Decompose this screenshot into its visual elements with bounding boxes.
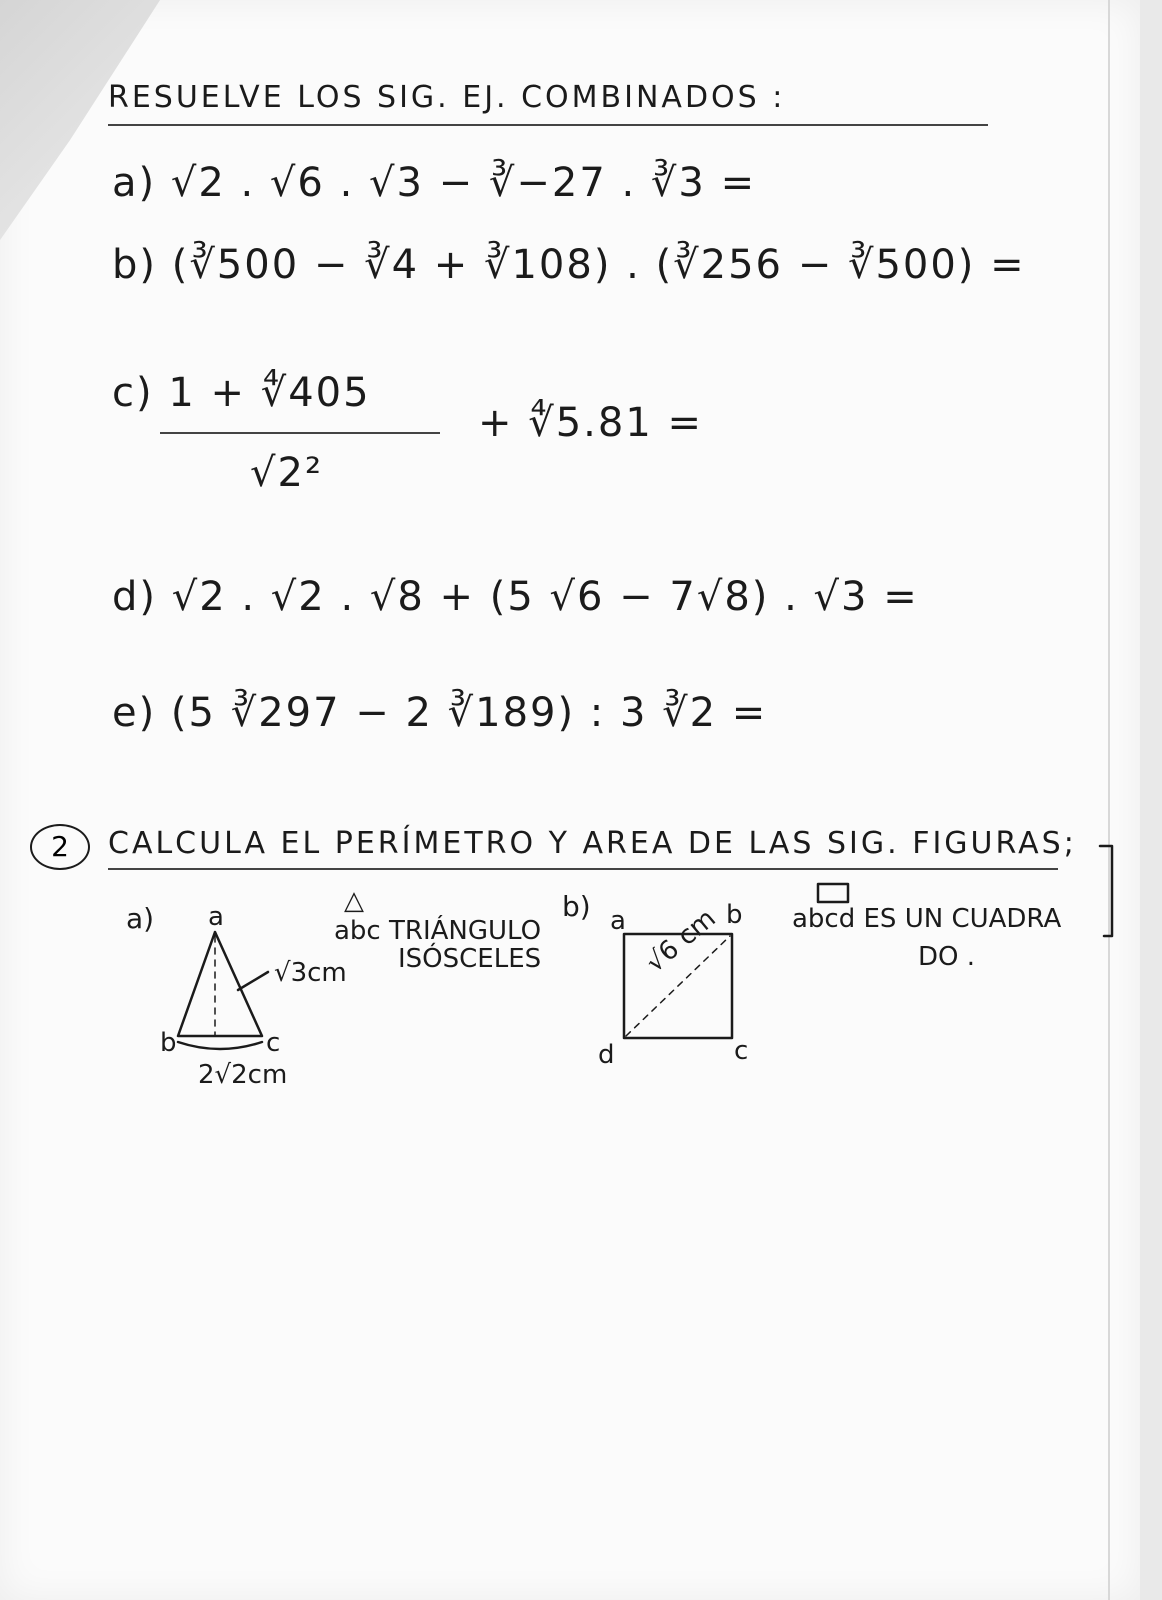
square-symbol-icon: [818, 884, 848, 902]
triangle-base-brace: [178, 1042, 262, 1049]
exercise-b: b) (∛500 − ∛4 + ∛108) . (∛256 − ∛500) =: [112, 242, 1026, 288]
section2-title: CALCULA EL PERÍMETRO Y AREA DE LAS SIG. FIGURAS;: [108, 826, 1077, 861]
exercise-c-numerator: c) 1 + ∜405: [112, 370, 371, 416]
section1-title: RESUELVE LOS SIG. EJ. COMBINADOS :: [108, 80, 786, 115]
triangle-side-length: √3cm: [274, 958, 347, 988]
exercise-e: e) (5 ∛297 − 2 ∛189) : 3 ∛2 =: [112, 690, 768, 736]
triangle-description-1: abc TRIÁNGULO: [334, 916, 542, 946]
square-diagonal-length: √6 cm: [640, 903, 722, 979]
exercise-c-denominator: √2²: [250, 450, 323, 496]
figure-b-label: b): [562, 890, 591, 923]
triangle-symbol-icon: △: [344, 886, 364, 916]
section2-number: 2: [51, 830, 69, 863]
exercise-c-rest: + ∜5.81 =: [478, 400, 704, 446]
exercise-a: a) √2 . √6 . √3 − ∛−27 . ∛3 =: [112, 160, 757, 206]
square-description-2: DO .: [918, 942, 976, 972]
triangle-base-length: 2√2cm: [198, 1060, 288, 1090]
square-description-1: abcd ES UN CUADRA: [792, 904, 1062, 934]
figure-a-label: a): [126, 902, 155, 935]
square-diagonal: [626, 936, 730, 1036]
square-vertex-c: c: [734, 1036, 749, 1066]
triangle-vertex-b: b: [160, 1028, 177, 1058]
square-vertex-a: a: [610, 906, 626, 936]
square-vertex-b: b: [726, 900, 743, 930]
triangle-description-2: ISÓSCELES: [398, 944, 542, 974]
exercise-d: d) √2 . √2 . √8 + (5 √6 − 7√8) . √3 =: [112, 574, 919, 620]
triangle-vertex-c: c: [266, 1028, 281, 1058]
margin-bracket: [1100, 846, 1112, 936]
square-vertex-d: d: [598, 1040, 615, 1070]
triangle-vertex-a: a: [208, 902, 224, 932]
side-arrow: [238, 972, 268, 990]
